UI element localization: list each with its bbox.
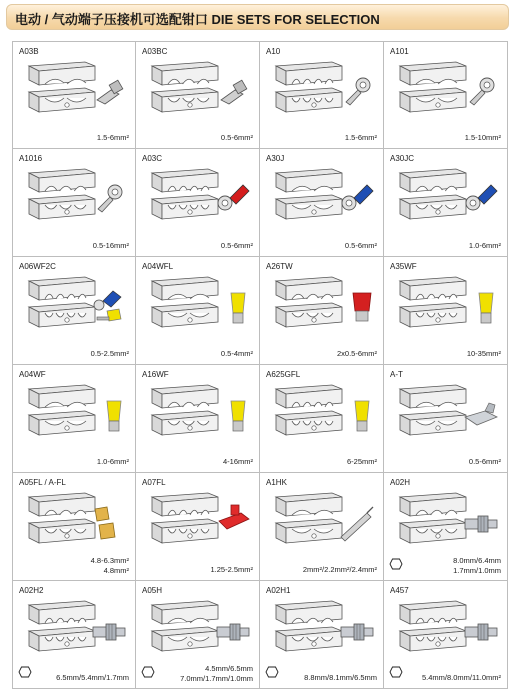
die-set-card (384, 257, 508, 365)
die-code-label: A07FL (142, 478, 166, 487)
wire-size-spec: 0.5-4mm² (220, 349, 253, 358)
wire-size-spec: 1.25-2.5mm² (210, 565, 253, 574)
die-code-label: A05FL / A-FL (19, 478, 66, 487)
pin-terminal-icon (337, 503, 377, 548)
flag-terminal-icon (89, 72, 129, 117)
die-code-label: A35WF (390, 262, 417, 271)
ring-terminal-icon (337, 72, 377, 117)
bnc-connector-icon (461, 611, 501, 656)
die-set-card (12, 365, 136, 473)
wire-size-spec: 0.5-6mm² (220, 241, 253, 250)
wire-size-spec: 1.5-6mm² (344, 133, 377, 142)
die-set-card (12, 149, 136, 257)
wire-size-spec-secondary: 1.7mm/1.0mm (453, 566, 501, 575)
wire-size-spec: 1.0-6mm² (468, 241, 501, 250)
ring-terminal-icon (89, 179, 129, 224)
die-set-card (136, 41, 260, 149)
red-spade-icon (213, 503, 253, 548)
die-set-card (384, 41, 508, 149)
hex-crimp-icon (389, 665, 403, 683)
wire-size-spec: 5.4mm/8.0mm/11.0mm² (421, 673, 501, 682)
yellow-ferrule-icon (337, 395, 377, 440)
red-twin-ferrule-icon (337, 287, 377, 332)
wire-size-spec: 1.5-6mm² (96, 133, 129, 142)
wire-size-spec-secondary: 4.8mm² (103, 566, 129, 575)
wire-size-spec: 6-25mm² (346, 457, 377, 466)
wire-size-spec: 0.5-16mm² (92, 241, 129, 250)
wire-size-spec-secondary: 7.0mm/1.7mm/1.0mm (180, 674, 253, 683)
die-code-label: A101 (390, 47, 409, 56)
wire-size-spec: 0.5-6mm² (220, 133, 253, 142)
solar-terminal-icon (461, 395, 501, 440)
die-code-label: A02H2 (19, 586, 44, 595)
die-set-card (260, 41, 384, 149)
wire-size-spec: 1.5-10mm² (464, 133, 501, 142)
die-set-card (12, 473, 136, 581)
die-code-label: A1HK (266, 478, 287, 487)
hex-crimp-icon (18, 665, 32, 683)
die-set-card (136, 257, 260, 365)
die-set-card (384, 581, 508, 689)
wire-size-spec: 0.5-6mm² (468, 457, 501, 466)
die-code-label: A625GFL (266, 370, 301, 379)
die-set-card (12, 257, 136, 365)
die-code-label: A03BC (142, 47, 168, 56)
die-set-card (384, 365, 508, 473)
page-title: 电动 / 气动端子压接机可选配钳口 DIE SETS FOR SELECTION (15, 12, 380, 27)
bnc-connector-icon (461, 503, 501, 548)
die-set-card (260, 149, 384, 257)
die-set-card (136, 149, 260, 257)
wire-size-spec: 8.8mm/8.1mm/6.5mm (304, 673, 377, 682)
die-set-grid (12, 41, 508, 691)
die-set-card (260, 257, 384, 365)
die-code-label: A02H1 (266, 586, 291, 595)
wire-size-spec: 2mm²/2.2mm²/2.4mm² (302, 565, 377, 574)
brass-spade-icon (89, 503, 129, 548)
hex-crimp-icon (141, 665, 155, 683)
wire-size-spec: 10-35mm² (466, 349, 501, 358)
die-code-label: A26TW (266, 262, 293, 271)
wire-size-spec: 6.5mm/5.4mm/1.7mm (56, 673, 129, 682)
wire-size-spec: 4.8-6.3mm² (90, 556, 129, 565)
insulated-ring-terminal-blue-icon (461, 179, 501, 224)
insulated-ring-terminal-red-icon (213, 179, 253, 224)
wire-size-spec: 2x0.5-6mm² (336, 349, 377, 358)
die-code-label: A16WF (142, 370, 169, 379)
die-code-label: A03B (19, 47, 39, 56)
die-set-card (260, 365, 384, 473)
ring-and-ferrule-icon (89, 287, 129, 332)
die-set-card (136, 365, 260, 473)
die-code-label: A04WFL (142, 262, 174, 271)
wire-size-spec: 4-16mm² (222, 457, 253, 466)
die-code-label: A05H (142, 586, 163, 595)
die-set-card (384, 473, 508, 581)
die-set-card (136, 473, 260, 581)
die-code-label: A03C (142, 154, 163, 163)
page-header (6, 4, 509, 30)
die-code-label: A02H (390, 478, 411, 487)
hex-crimp-icon (265, 665, 279, 683)
die-code-label: A1016 (19, 154, 43, 163)
flag-terminal-icon (213, 72, 253, 117)
wire-size-spec: 0.5-6mm² (344, 241, 377, 250)
yellow-ferrule-icon (213, 287, 253, 332)
wire-size-spec: 0.5-2.5mm² (90, 349, 129, 358)
die-set-card (136, 581, 260, 689)
bnc-connector-icon (213, 611, 253, 656)
die-code-label: A10 (266, 47, 281, 56)
hex-crimp-icon (389, 557, 403, 575)
die-code-label: A-T (390, 370, 403, 379)
yellow-ferrule-icon (461, 287, 501, 332)
die-code-label: A06WF2C (19, 262, 56, 271)
bnc-connector-icon (337, 611, 377, 656)
die-set-card (12, 41, 136, 149)
die-set-card (384, 149, 508, 257)
bnc-connector-icon (89, 611, 129, 656)
yellow-ferrule-icon (213, 395, 253, 440)
wire-size-spec: 1.0-6mm² (96, 457, 129, 466)
die-set-card (12, 581, 136, 689)
ring-terminal-icon (461, 72, 501, 117)
die-set-card (260, 581, 384, 689)
die-code-label: A30JC (390, 154, 415, 163)
die-code-label: A04WF (19, 370, 46, 379)
die-code-label: A457 (390, 586, 409, 595)
die-set-card (260, 473, 384, 581)
die-code-label: A30J (266, 154, 285, 163)
insulated-ring-terminal-blue-icon (337, 179, 377, 224)
wire-size-spec: 8.0mm/6.4mm (453, 556, 501, 565)
yellow-ferrule-icon (89, 395, 129, 440)
wire-size-spec: 4.5mm/6.5mm (205, 664, 253, 673)
